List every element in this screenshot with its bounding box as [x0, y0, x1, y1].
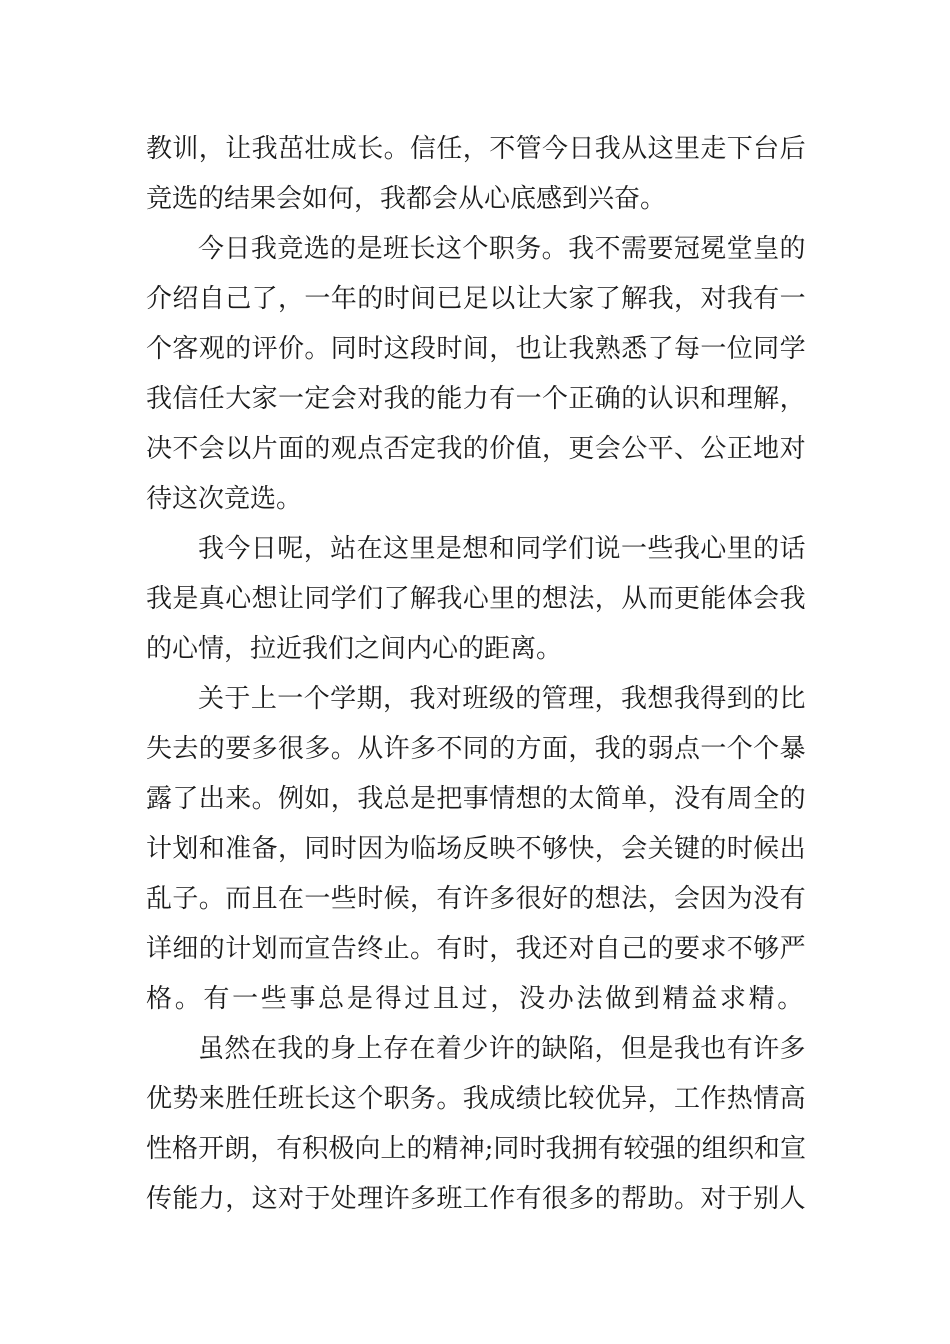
paragraph-first-line: 虽然在我的身上存在着少许的缺陷，但是我也有许多 [198, 1034, 806, 1064]
text-line: 露了出来。例如，我总是把事情想的太简单，没有周全的 [146, 784, 806, 814]
text-line: 介绍自己了，一年的时间已足以让大家了解我，对我有一 [146, 284, 806, 314]
text-line: 我是真心想让同学们了解我心里的想法，从而更能体会我 [146, 584, 806, 614]
text-line: 的心情，拉近我们之间内心的距离。 [146, 634, 563, 664]
body-text [146, 124, 806, 1224]
text-line: 我信任大家一定会对我的能力有一个正确的认识和理解， [146, 384, 806, 414]
text-line: 个客观的评价。同时这段时间，也让我熟悉了每一位同学 [146, 334, 806, 364]
text-line: 乱子。而且在一些时候，有许多很好的想法，会因为没有 [146, 884, 806, 914]
text-line: 优势来胜任班长这个职务。我成绩比较优异，工作热情高 [146, 1084, 806, 1114]
text-line: 教训，让我茁壮成长。信任，不管今日我从这里走下台后 [146, 134, 806, 164]
text-line: 待这次竞选。 [146, 484, 303, 514]
paragraph-first-line: 我今日呢，站在这里是想和同学们说一些我心里的话 [198, 534, 806, 564]
text-line: 失去的要多很多。从许多不同的方面，我的弱点一个个暴 [146, 734, 806, 764]
text-line: 传能力，这对于处理许多班工作有很多的帮助。对于别人 [146, 1184, 806, 1214]
text-line: 计划和准备，同时因为临场反映不够快，会关键的时候出 [146, 834, 806, 864]
text-line: 性格开朗，有积极向上的精神;同时我拥有较强的组织和宣 [146, 1134, 806, 1164]
paragraph-first-line: 今日我竞选的是班长这个职务。我不需要冠冕堂皇的 [198, 234, 806, 264]
text-line: 格。有一些事总是得过且过，没办法做到精益求精。 [146, 984, 806, 1014]
paragraph-first-line: 关于上一个学期，我对班级的管理，我想我得到的比 [198, 684, 806, 714]
text-line: 详细的计划而宣告终止。有时，我还对自己的要求不够严 [146, 934, 806, 964]
text-line: 决不会以片面的观点否定我的价值，更会公平、公正地对 [146, 434, 806, 464]
text-line: 竞选的结果会如何，我都会从心底感到兴奋。 [146, 184, 667, 214]
